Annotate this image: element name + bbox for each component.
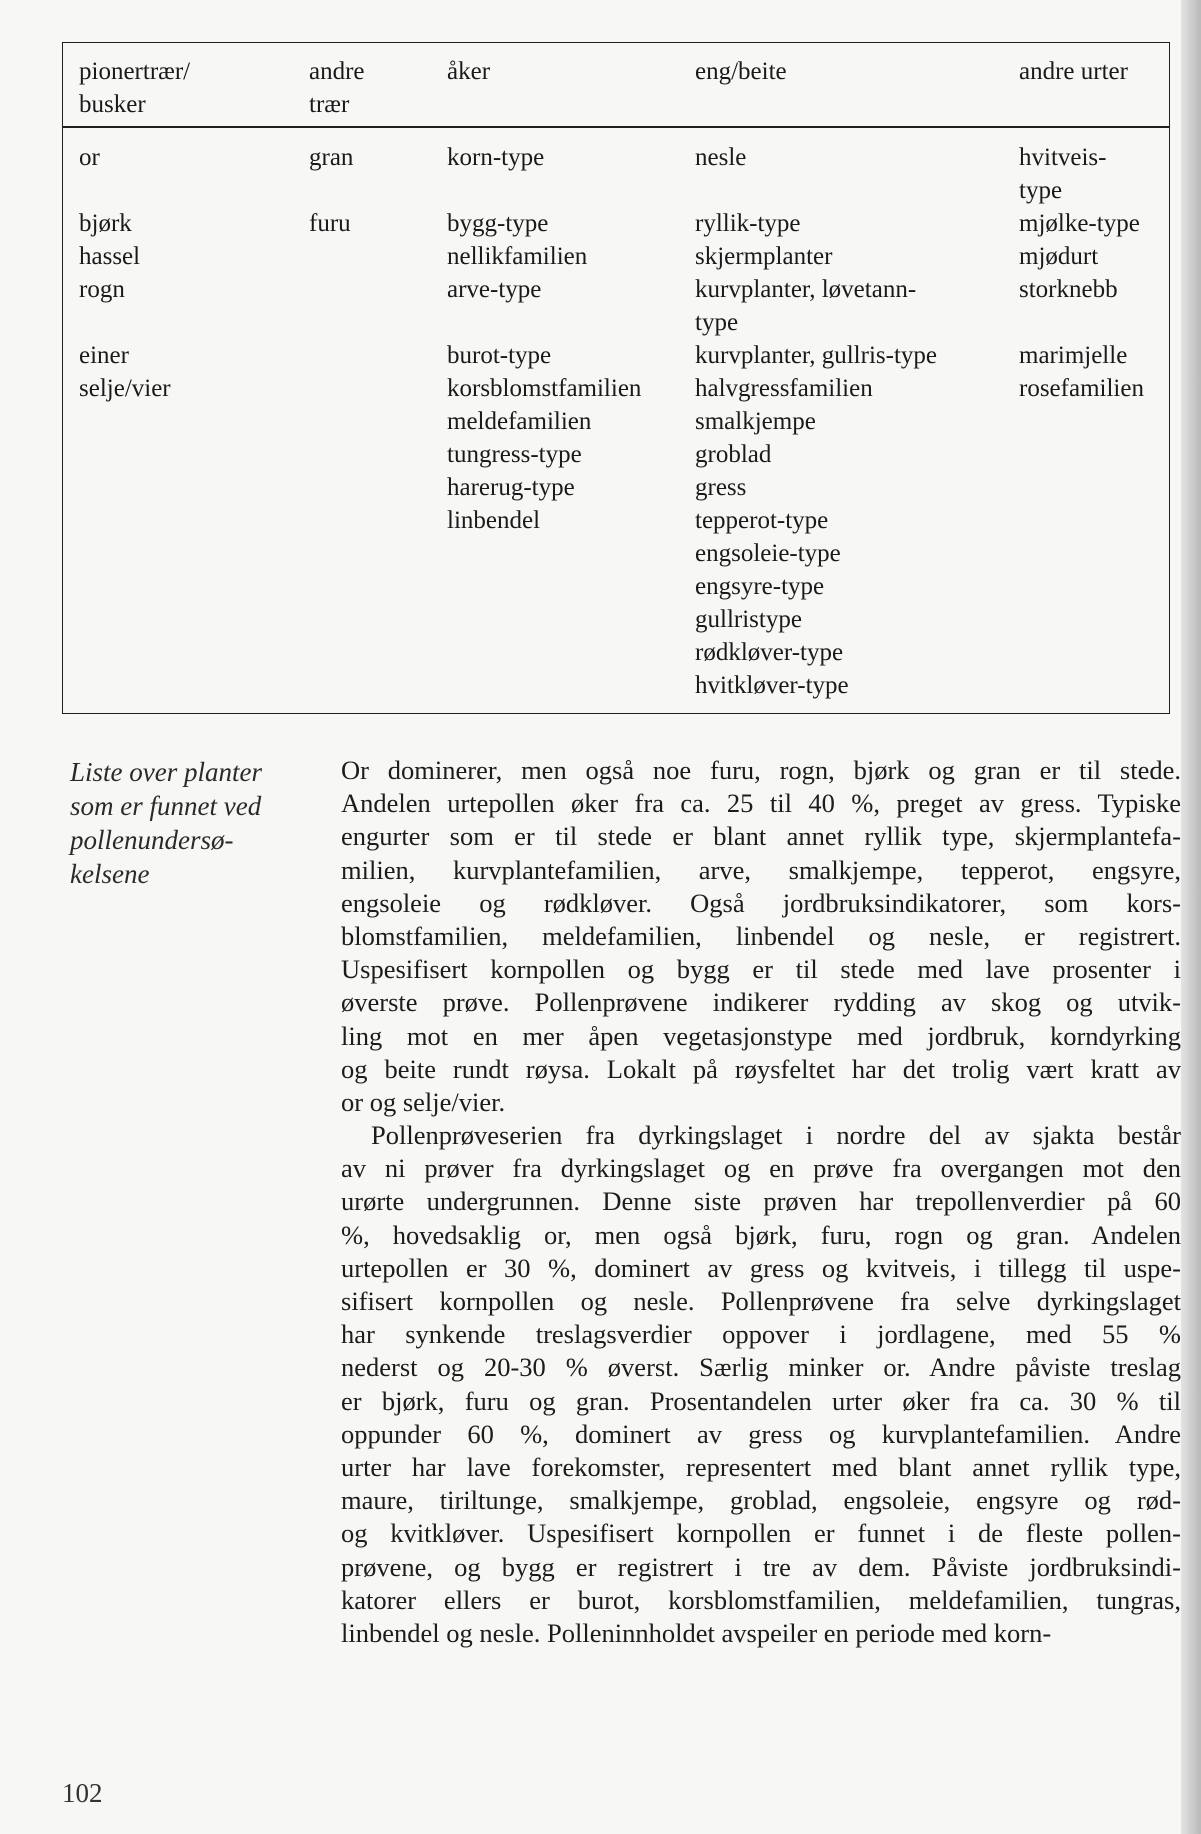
table-column-body <box>1019 141 1165 405</box>
text-line: er bjørk, furu og gran. Prosentandelen urter øker fra ca. 30 % til <box>341 1385 1181 1416</box>
table-cell: kurvplanter, gullris-type <box>695 342 937 369</box>
table-cell: marimjelle <box>1019 342 1128 369</box>
text-line: har synkende treslagsverdier oppover i jordlagene, med 55 % <box>341 1319 1181 1350</box>
table-header-cell: åker <box>447 58 491 85</box>
text-line: linbendel og nesle. Polleninnholdet avspeiler en periode med korn- <box>341 1617 1052 1648</box>
paragraph-2 <box>341 1119 1181 1650</box>
table-cell: bygg-type <box>447 210 549 237</box>
text-line: ling mot en mer åpen vegetasjonstype med jordbruk, korndyrking <box>341 1020 1181 1051</box>
table-cell: gress <box>695 474 747 501</box>
text-line: urtepollen er 30 %, dominert av gress og kvitveis, i tillegg til uspe- <box>341 1252 1181 1283</box>
table-cell: harerug-type <box>447 474 575 501</box>
table-header-cell: andre trær <box>309 58 365 118</box>
table-cell: tungress-type <box>447 441 582 468</box>
table-column-other-trees <box>309 55 409 237</box>
table-cell: engsoleie-type <box>695 540 841 567</box>
text-line: og kvitkløver. Uspesifisert kornpollen er funnet i de fleste pollen- <box>341 1518 1181 1549</box>
table-cell: ryllik-type <box>695 210 801 237</box>
table-cell: gullristype <box>695 606 802 633</box>
plant-list-table <box>62 42 1170 714</box>
table-cell: arve-type <box>447 276 542 303</box>
table-header-cell: andre urter <box>1019 58 1128 85</box>
caption-line: kelsene <box>70 859 150 889</box>
text-line: Uspesifisert kornpollen og bygg er til stede med lave prosenter i <box>341 954 1181 985</box>
table-cell <box>447 174 687 207</box>
table-cell: engsyre-type <box>695 573 825 600</box>
scan-page-edge <box>1181 0 1201 1834</box>
paragraph-1 <box>341 754 1181 1119</box>
table-cell: furu <box>309 210 351 237</box>
text-line: engurter som er til stede er blant annet ryllik type, skjermplantefa- <box>341 821 1181 852</box>
table-column-field <box>447 55 687 534</box>
table-cell: halvgressfamilien <box>695 375 873 402</box>
table-cell: kurvplanter, løvetann- <box>695 276 917 303</box>
page-number: 102 <box>62 1778 103 1808</box>
text-line: sifisert kornpollen og nesle. Pollenprøvene fra selve dyrkingslaget <box>341 1286 1181 1316</box>
table-cell: bjørk <box>79 210 132 237</box>
text-line: av ni prøver fra dyrkingslaget og en prøve fra overgangen mot den <box>341 1153 1181 1184</box>
text-line: katorer ellers er burot, korsblomstfamilien, meldefamilien, tungras, <box>341 1584 1181 1615</box>
text-line: og beite rundt røysa. Lokalt på røysfeltet har det trolig vært kratt av <box>341 1053 1181 1084</box>
table-cell: linbendel <box>447 507 541 534</box>
table-cell: skjermplanter <box>695 243 833 270</box>
table-cell: korsblomstfamilien <box>447 375 642 402</box>
table-cell <box>79 306 279 339</box>
table-column-body <box>79 141 279 405</box>
table-cell: nesle <box>695 144 747 171</box>
table-cell: storknebb <box>1019 276 1118 303</box>
table-cell: mjølke-type <box>1019 210 1140 237</box>
text-line: Or dominerer, men også noe furu, rogn, bjørk og gran er til stede. <box>341 755 1181 785</box>
text-line: maure, tiriltunge, smalkjempe, groblad, engsoleie, engsyre og rød- <box>341 1485 1181 1516</box>
text-line: or og selje/vier. <box>341 1086 506 1117</box>
table-cell: rosefamilien <box>1019 375 1144 402</box>
table-cell: nellikfamilien <box>447 243 588 270</box>
text-line: prøvene, og bygg er registrert i tre av dem. Påviste jordbruksindi- <box>341 1551 1181 1582</box>
text-line: Pollenprøveserien fra dyrkingslaget i nordre del av sjakta består <box>371 1120 1181 1151</box>
text-line: milien, kurvplantefamilien, arve, smalkjempe, tepperot, engsyre, <box>341 854 1181 885</box>
table-cell <box>695 174 995 207</box>
table-header-rule <box>63 126 1169 128</box>
text-line: urørte undergrunnen. Denne siste prøven har trepollenverdier på 60 <box>341 1186 1181 1217</box>
table-cell: tepperot-type <box>695 507 829 534</box>
table-cell: gran <box>309 144 354 171</box>
text-line: engsoleie og rødkløver. Også jordbruksindikatorer, som kors- <box>341 887 1181 918</box>
table-cell: type <box>1019 177 1063 204</box>
table-cell <box>1019 306 1165 339</box>
text-line: nederst og 20-30 % øverst. Særlig minker or. Andre påviste treslag <box>341 1352 1181 1383</box>
table-cell: hassel <box>79 243 141 270</box>
text-line: %, hovedsaklig or, men også bjørk, furu, rogn og gran. Andelen <box>341 1219 1181 1250</box>
text-line: Andelen urtepollen øker fra ca. 25 til 40 %, preget av gress. Typiske <box>341 788 1181 819</box>
text-line: urter har lave forekomster, representert med blant annet ryllik type, <box>341 1451 1181 1482</box>
figure-caption <box>70 755 310 891</box>
table-header-cell: eng/beite <box>695 58 787 85</box>
table-cell <box>309 174 409 207</box>
table-cell: groblad <box>695 441 772 468</box>
table-column-body <box>695 141 995 702</box>
table-cell: mjødurt <box>1019 243 1099 270</box>
table-cell: type <box>695 309 739 336</box>
table-cell: meldefamilien <box>447 408 592 435</box>
text-line: blomstfamilien, meldefamilien, linbendel og nesle, er registrert. <box>341 920 1181 951</box>
table-column-body <box>309 141 409 240</box>
table-cell: rogn <box>79 276 125 303</box>
table-cell: rødkløver-type <box>695 639 844 666</box>
caption-line: Liste over planter <box>70 757 262 787</box>
table-cell: burot-type <box>447 342 552 369</box>
text-line: oppunder 60 %, dominert av gress og kurvplantefamilien. Andre <box>341 1418 1181 1449</box>
table-column-other-herbs <box>1019 55 1165 402</box>
table-cell <box>447 306 687 339</box>
table-cell <box>79 174 279 207</box>
table-column-body <box>447 141 687 537</box>
table-cell: smalkjempe <box>695 408 816 435</box>
table-cell: hvitveis- <box>1019 144 1107 171</box>
table-header-cell: pionertrær/ busker <box>79 58 191 118</box>
body-text <box>341 754 1181 1650</box>
table-cell: or <box>79 144 100 171</box>
table-cell: einer <box>79 342 129 369</box>
table-cell: hvitkløver-type <box>695 672 849 699</box>
text-line: øverste prøve. Pollenprøvene indikerer rydding av skog og utvik- <box>341 987 1181 1018</box>
table-column-pioneer-trees <box>79 55 279 402</box>
caption-line: pollenundersø- <box>70 825 234 855</box>
table-column-meadow-pasture <box>695 55 995 699</box>
table-cell: selje/vier <box>79 375 171 402</box>
caption-line: som er funnet ved <box>70 791 262 821</box>
table-cell: korn-type <box>447 144 545 171</box>
